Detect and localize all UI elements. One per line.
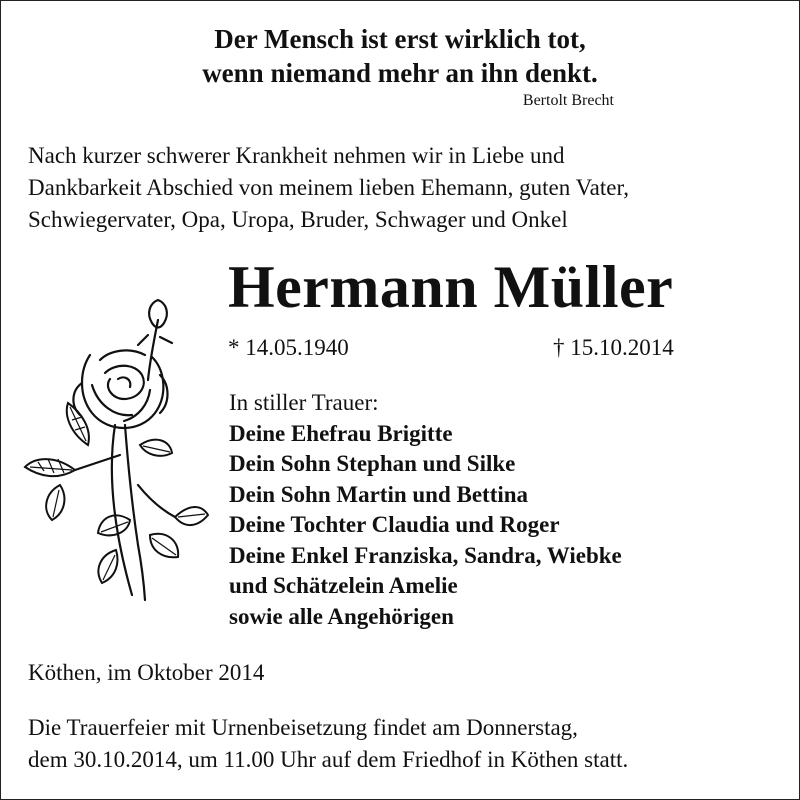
intro-line-3: Schwiegervater, Opa, Uropa, Bruder, Schwager und Onkel: [28, 207, 568, 232]
mourners-heading: In stiller Trauer:: [229, 390, 379, 415]
ceremony-info: [28, 712, 628, 776]
mourner-line: Deine Ehefrau Brigitte: [229, 420, 453, 446]
ceremony-line-1: Die Trauerfeier mit Urnenbeisetzung findet am Donnerstag,: [28, 715, 578, 740]
mourner-line: Dein Sohn Stephan und Silke: [229, 451, 516, 476]
ceremony-line-2: dem 30.10.2014, um 11.00 Uhr auf dem Friedhof in Köthen statt.: [28, 747, 629, 772]
mourners-block: [229, 388, 622, 632]
deceased-name: Hermann Müller: [228, 254, 674, 320]
place-date: Köthen, im Oktober 2014: [28, 660, 265, 685]
intro-text: [28, 140, 629, 236]
mourner-line: Deine Enkel Franziska, Sandra, Wiebke: [229, 542, 622, 568]
intro-line-1: Nach kurzer schwerer Krankheit nehmen wir in Liebe und: [28, 143, 565, 168]
mourner-line: sowie alle Angehörigen: [229, 603, 454, 629]
quote-line-2: wenn niemand mehr an ihn denkt.: [202, 58, 598, 88]
birth-date: * 14.05.1940: [228, 335, 349, 360]
quote-line-1: Der Mensch ist erst wirklich tot,: [214, 24, 586, 54]
quote-author: Bertolt Brecht: [522, 92, 614, 109]
mourner-line: Deine Tochter Claudia und Roger: [229, 512, 560, 537]
quote: [0, 22, 800, 90]
mourner-line: Dein Sohn Martin und Bettina: [229, 481, 529, 507]
mourner-line: und Schätzelein Amelie: [229, 573, 458, 598]
intro-line-2: Dankbarkeit Abschied von meinem lieben Ehemann, guten Vater,: [28, 175, 629, 200]
death-date: † 15.10.2014: [553, 335, 674, 360]
rose-illustration-icon: [20, 295, 210, 605]
